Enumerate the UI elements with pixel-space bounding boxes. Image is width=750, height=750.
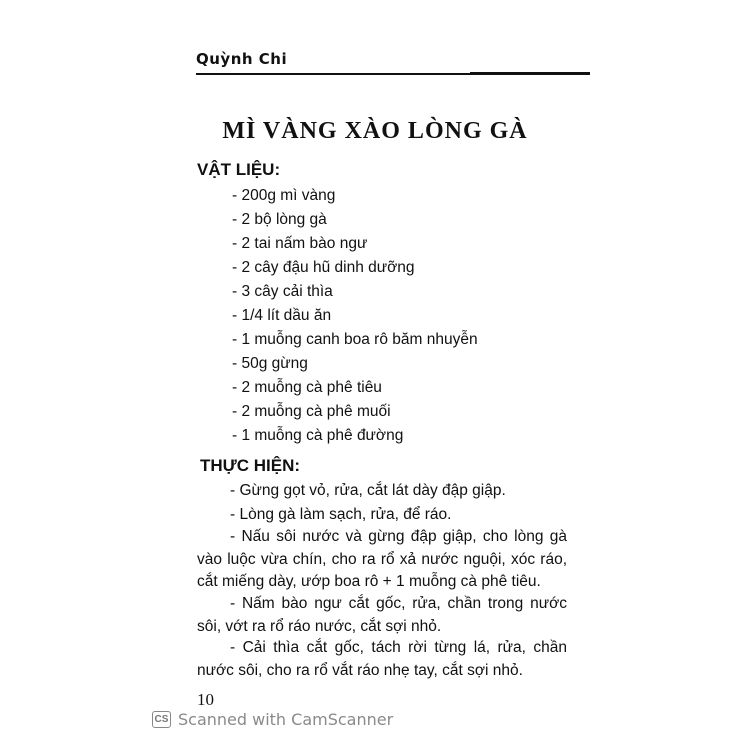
- method-step: - Cải thìa cắt gốc, tách rời từng lá, rửa, chần nước sôi, cho ra rổ vắt ráo nhẹ tay, cắt sợi nhỏ.: [197, 639, 567, 679]
- header-author: Quỳnh Chi: [196, 50, 288, 68]
- method-step: - Nấu sôi nước và gừng đập giập, cho lòng gà vào luộc vừa chín, cho ra rổ xả nước nguội, xóc ráo, cắt miếng dày, ướp boa rô + 1 muỗng cà phê tiêu.: [197, 528, 567, 590]
- ingredient-item: - 2 tai nấm bào ngư: [232, 235, 368, 252]
- camscanner-logo: CS: [152, 711, 171, 728]
- ingredient-item: - 50g gừng: [232, 355, 308, 372]
- ingredient-item: - 2 muỗng cà phê tiêu: [232, 379, 382, 396]
- page-number: 10: [197, 690, 214, 709]
- method-step: - Nấm bào ngư cắt gốc, rửa, chần trong nước sôi, vớt ra rổ ráo nước, cắt sợi nhỏ.: [197, 595, 567, 635]
- ingredient-item: - 200g mì vàng: [232, 187, 336, 204]
- ingredient-item: - 2 cây đậu hũ dinh dưỡng: [232, 259, 415, 276]
- header-rule-accent: [470, 72, 590, 75]
- method-heading: THỰC HIỆN:: [200, 456, 301, 475]
- ingredient-item: - 2 bộ lòng gà: [232, 211, 327, 228]
- ingredient-item: - 1 muỗng canh boa rô băm nhuyễn: [232, 331, 478, 348]
- ingredient-item: - 2 muỗng cà phê muối: [232, 403, 391, 420]
- ingredient-item: - 1/4 lít dầu ăn: [232, 307, 332, 324]
- ingredient-item: - 1 muỗng cà phê đường: [232, 427, 404, 444]
- ingredient-item: - 3 cây cải thìa: [232, 283, 333, 300]
- camscanner-watermark: Scanned with CamScanner: [178, 710, 394, 729]
- recipe-title: MÌ VÀNG XÀO LÒNG GÀ: [222, 118, 528, 144]
- ingredients-heading: VẬT LIỆU:: [197, 160, 281, 179]
- method-step: - Lòng gà làm sạch, rửa, để ráo.: [230, 506, 452, 523]
- method-step: - Gừng gọt vỏ, rửa, cắt lát dày đập giập.: [230, 482, 506, 499]
